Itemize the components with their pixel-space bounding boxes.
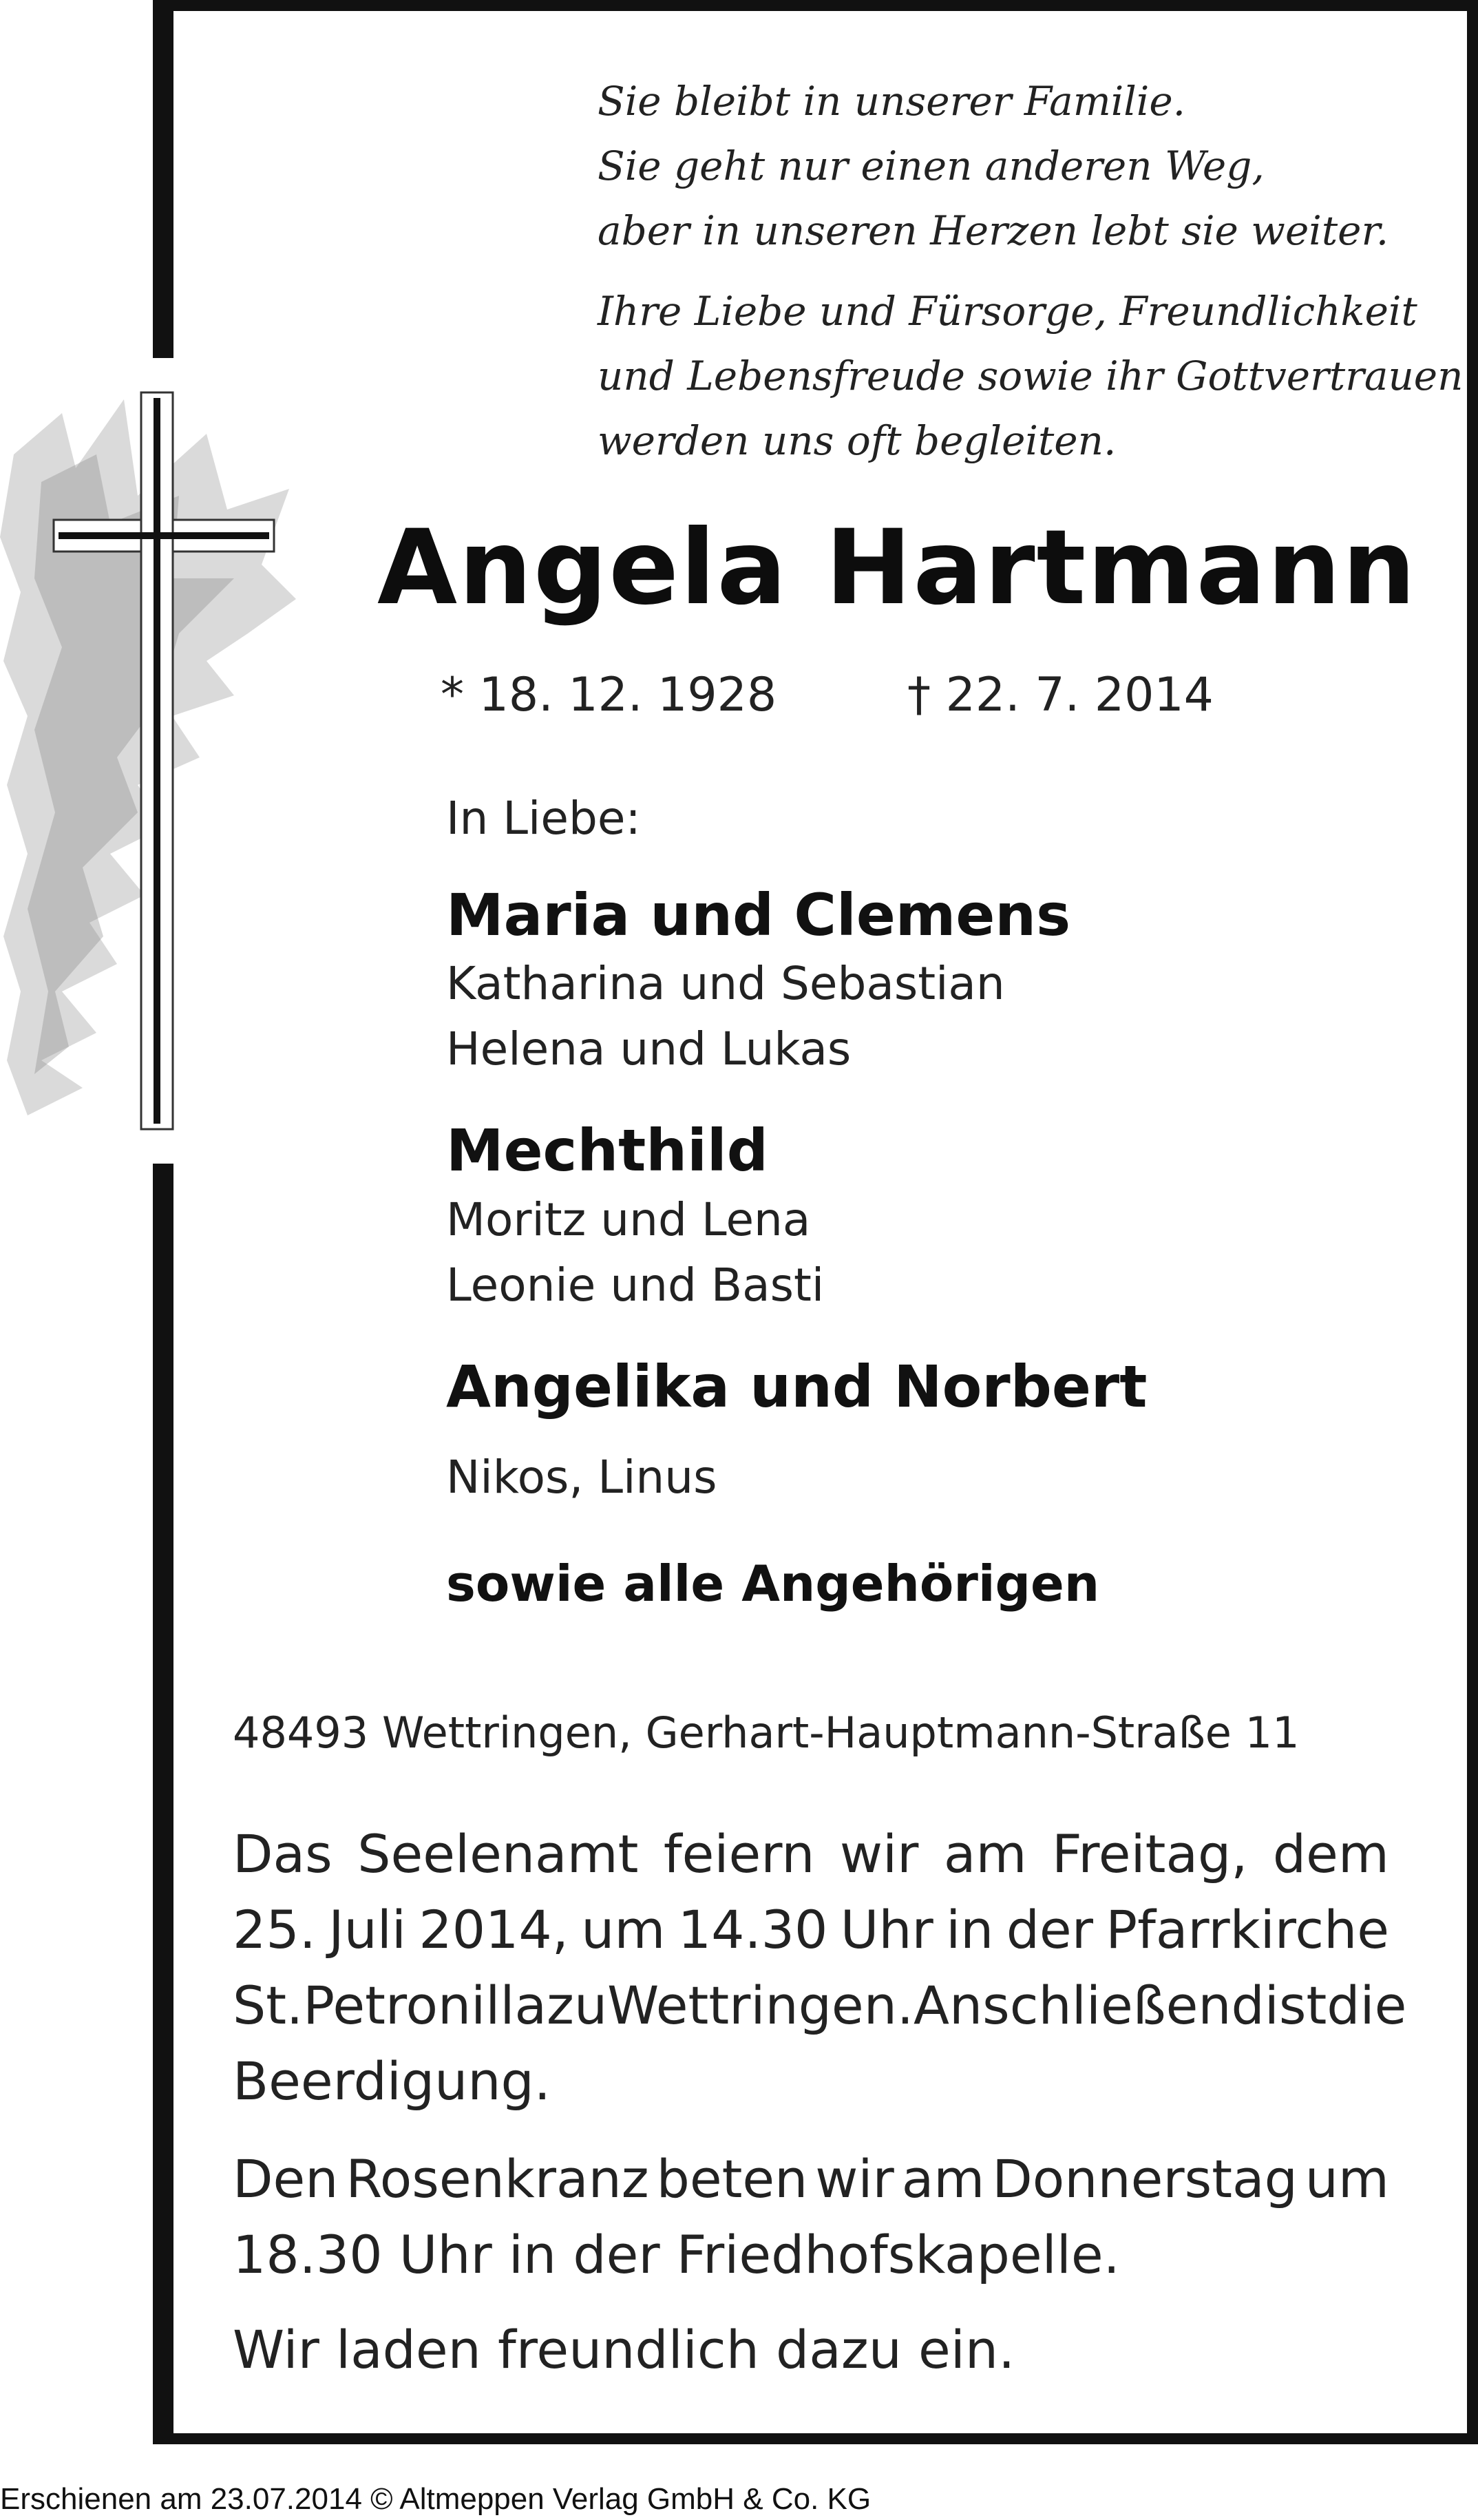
word: Petronilla bbox=[303, 1975, 547, 2036]
service-paragraph-3 bbox=[233, 2312, 1389, 2388]
justified-line bbox=[233, 1968, 1407, 2044]
word: St. bbox=[233, 1975, 304, 2036]
mourner-group-sub: Nikos, Linus bbox=[446, 1451, 717, 1504]
service-paragraph-2 bbox=[233, 2141, 1389, 2293]
word: am bbox=[943, 1823, 1027, 1884]
service-paragraph-1 bbox=[233, 1816, 1407, 2119]
word: der bbox=[1006, 1899, 1093, 1960]
word: um bbox=[581, 1899, 666, 1960]
word: beten bbox=[656, 2148, 808, 2209]
quote-line: Ihre Liebe und Fürsorge, Freundlichkeit bbox=[598, 288, 1417, 335]
word: in bbox=[946, 1899, 994, 1960]
word: zu bbox=[547, 1975, 608, 2036]
address: 48493 Wettringen, Gerhart-Hauptmann-Straße 11 bbox=[233, 1708, 1300, 1758]
deceased-name: Angela Hartmann bbox=[377, 508, 1417, 628]
word: Pfarrkirche bbox=[1106, 1899, 1389, 1960]
quote-stanza-2 bbox=[598, 279, 1463, 473]
quote-line: aber in unseren Herzen lebt sie weiter. bbox=[598, 207, 1389, 254]
death-date: † 22. 7. 2014 bbox=[907, 668, 1214, 722]
mourner-group-head: Maria und Clemens bbox=[446, 881, 1071, 949]
paragraph-line: 18.30 Uhr in der Friedhofskapelle. bbox=[233, 2224, 1120, 2285]
frame-border-top bbox=[153, 0, 1478, 11]
mourner-group-head: Mechthild bbox=[446, 1117, 768, 1184]
word: wir bbox=[839, 1823, 919, 1884]
mourner-group-sub: Katharina und Sebastian bbox=[446, 957, 1005, 1010]
mourner-group-sub: Moritz und Lena bbox=[446, 1193, 811, 1246]
justified-line bbox=[233, 2141, 1389, 2217]
word: Uhr bbox=[840, 1899, 933, 1960]
quote-line: und Lebensfreude sowie ihr Gottvertrauen bbox=[598, 353, 1464, 399]
mourner-group-head: Angelika und Norbert bbox=[446, 1353, 1148, 1420]
word: ist bbox=[1264, 1975, 1327, 2036]
frame-border-bottom bbox=[153, 2433, 1478, 2444]
word: Wettringen. bbox=[607, 1975, 914, 2036]
mourner-group-sub: Helena und Lukas bbox=[446, 1022, 852, 1075]
paragraph-line: Wir laden freundlich dazu ein. bbox=[233, 2319, 1015, 2380]
publication-footer: Erschienen am 23.07.2014 © Altmeppen Verlag GmbH & Co. KG bbox=[0, 2482, 872, 2516]
word: Juli bbox=[328, 1899, 407, 1960]
mourners-closing: sowie alle Angehörigen bbox=[446, 1555, 1100, 1613]
paragraph-line: Beerdigung. bbox=[233, 2050, 551, 2112]
word: Rosenkranz bbox=[346, 2148, 649, 2209]
cross-icon bbox=[0, 372, 303, 1157]
word: Seelenamt bbox=[357, 1823, 639, 1884]
word: Anschließend bbox=[914, 1975, 1265, 2036]
word: dem bbox=[1272, 1823, 1389, 1884]
frame-border-left-upper bbox=[153, 0, 173, 358]
word: 25. bbox=[233, 1899, 316, 1960]
frame-border-left-lower bbox=[153, 1164, 173, 2444]
word: Freitag, bbox=[1052, 1823, 1248, 1884]
justified-line bbox=[233, 1816, 1389, 1892]
word: feiern bbox=[663, 1823, 815, 1884]
word: Donnerstag bbox=[992, 2148, 1298, 2209]
word: die bbox=[1327, 1975, 1407, 2036]
word: 14.30 bbox=[677, 1899, 828, 1960]
word: 2014, bbox=[419, 1899, 569, 1960]
quote-line: werden uns oft begleiten. bbox=[598, 417, 1117, 464]
frame-border-right bbox=[1467, 0, 1478, 2444]
word: am bbox=[901, 2148, 985, 2209]
quote-line: Sie geht nur einen anderen Weg, bbox=[598, 143, 1265, 189]
word: Das bbox=[233, 1823, 332, 1884]
mourner-group-sub: Leonie und Basti bbox=[446, 1259, 825, 1312]
word: wir bbox=[815, 2148, 894, 2209]
mourners-intro: In Liebe: bbox=[446, 792, 641, 845]
quote-stanza-1 bbox=[598, 69, 1389, 263]
quote-line: Sie bleibt in unserer Familie. bbox=[598, 78, 1186, 125]
birth-date: * 18. 12. 1928 bbox=[441, 668, 777, 722]
word: Den bbox=[233, 2148, 339, 2209]
word: um bbox=[1305, 2148, 1389, 2209]
justified-line bbox=[233, 1892, 1389, 1968]
